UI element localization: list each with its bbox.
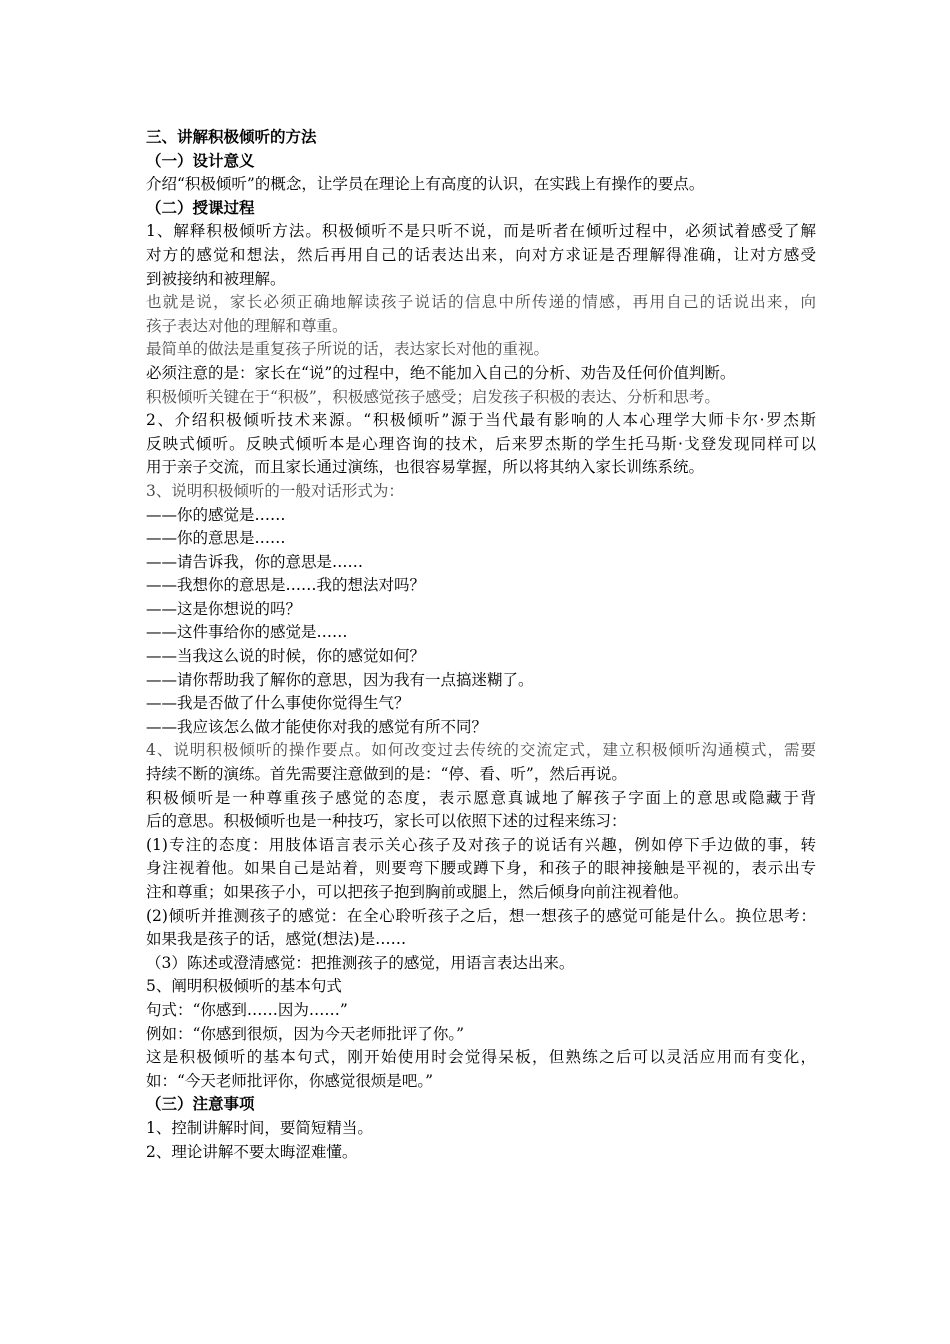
section-title: 三、讲解积极倾听的方法 — [146, 128, 317, 146]
paragraph-4c-line-1: (1)专注的态度：用肢体语言表示关心孩子及对孩子的说话有兴趣，例如停下手边做的事，转 — [146, 835, 816, 854]
paragraph-2-line-3: 用于亲子交流，而且家长通过演练，也很容易掌握，所以将其纳入家长训练系统。 — [146, 458, 705, 477]
paragraph-1c: 最简单的做法是重复孩子所说的话，表达家长对他的重视。 — [146, 340, 550, 359]
dialogue-item: ——我想你的意思是……我的想法对吗？ — [146, 576, 426, 595]
paragraph-4c-line-2: 身注视着他。如果自己是站着，则要弯下腰或蹲下身，和孩子的眼神接触是平视的，表示出专 — [146, 859, 816, 878]
paragraph-5-example: 例如：“你感到很烦，因为今天老师批评了你。” — [146, 1024, 465, 1043]
subsection-teaching-process-title: （二）授课过程 — [146, 198, 255, 217]
note-item: 2、理论讲解不要太晦涩难懂。 — [146, 1142, 358, 1161]
paragraph-4-line-2: 持续不断的演练。首先需要注意做到的是：“停、看、听”，然后再说。 — [146, 765, 627, 784]
paragraph-4d-line-1: (2)倾听并推测孩子的感觉：在全心聆听孩子之后，想一想孩子的感觉可能是什么。换位思考： — [146, 906, 816, 925]
paragraph-4e: （3）陈述或澄清感觉：把推测孩子的感觉，用语言表达出来。 — [146, 953, 575, 972]
document-page — [146, 126, 816, 1164]
paragraph-4b-line-1: 积极倾听是一种尊重孩子感觉的态度，表示愿意真诚地了解孩子字面上的意思或隐藏于背 — [146, 788, 816, 807]
paragraph-4d-line-2: 如果我是孩子的话，感觉(想法)是…… — [146, 930, 407, 949]
paragraph-1b-line-1: 也就是说，家长必须正确地解读孩子说话的信息中所传递的情感，再用自己的话说出来，向 — [146, 293, 816, 312]
dialogue-item: ——这件事给你的感觉是…… — [146, 623, 348, 642]
subsection-notes-title: （三）注意事项 — [146, 1095, 255, 1114]
paragraph-1b-line-2: 孩子表达对他的理解和尊重。 — [146, 316, 348, 335]
paragraph-5-pattern: 句式：“你感到……因为……” — [146, 1000, 348, 1019]
dialogue-item: ——你的意思是…… — [146, 529, 286, 548]
dialogue-item: ——我是否做了什么事使你觉得生气？ — [146, 694, 410, 713]
paragraph-1-line-3: 到被接纳和被理解。 — [146, 269, 286, 288]
paragraph-3-intro: 3、说明积极倾听的一般对话形式为： — [146, 481, 404, 500]
dialogue-item: ——你的感觉是…… — [146, 505, 286, 524]
paragraph-4b-line-2: 后的意思。积极倾听也是一种技巧，家长可以依照下述的过程来练习： — [146, 812, 627, 831]
paragraph-5-note-line-2: 如：“今天老师批评你，你感觉很烦是吧。” — [146, 1071, 434, 1090]
dialogue-item: ——当我这么说的时候，你的感觉如何？ — [146, 647, 426, 666]
paragraph-4-line-1: 4、说明积极倾听的操作要点。如何改变过去传统的交流定式，建立积极倾听沟通模式，需要 — [146, 741, 816, 760]
dialogue-item: ——请告诉我，你的意思是…… — [146, 552, 364, 571]
paragraph-4c-line-3: 注和尊重；如果孩子小，可以把孩子抱到胸前或腿上，然后倾身向前注视着他。 — [146, 883, 689, 901]
paragraph-2-line-1: 2、介绍积极倾听技术来源。“积极倾听”源于当代最有影响的人本心理学大师卡尔·罗杰斯 — [146, 411, 816, 430]
design-meaning-text: 介绍“积极倾听”的概念，让学员在理论上有高度的认识，在实践上有操作的要点。 — [146, 175, 705, 194]
subsection-design-meaning-title: （一）设计意义 — [146, 151, 255, 170]
paragraph-1e: 积极倾听关键在于“积极”，积极感觉孩子感受；启发孩子积极的表达、分析和思考。 — [146, 387, 720, 406]
paragraph-5-intro: 5、阐明积极倾听的基本句式 — [146, 977, 342, 996]
paragraph-5-note-line-1: 这是积极倾听的基本句式，刚开始使用时会觉得呆板，但熟练之后可以灵活应用而有变化， — [146, 1048, 816, 1067]
dialogue-item: ——请你帮助我了解你的意思，因为我有一点搞迷糊了。 — [146, 670, 534, 689]
paragraph-1d: 必须注意的是：家长在“说”的过程中，绝不能加入自己的分析、劝告及任何价值判断。 — [146, 363, 736, 382]
paragraph-1-line-2: 对方的感觉和想法，然后再用自己的话表达出来，向对方求证是否理解得准确，让对方感受 — [146, 245, 816, 264]
dialogue-item: ——这是你想说的吗？ — [146, 599, 302, 618]
note-item: 1、控制讲解时间，要简短精当。 — [146, 1118, 373, 1137]
paragraph-2-line-2: 反映式倾听。反映式倾听本是心理咨询的技术，后来罗杰斯的学生托马斯·戈登发现同样可以 — [146, 434, 816, 453]
dialogue-item: ——我应该怎么做才能使你对我的感觉有所不同？ — [146, 717, 488, 736]
paragraph-1-line-1: 1、解释积极倾听方法。积极倾听不是只听不说，而是听者在倾听过程中，必须试着感受了解 — [146, 222, 816, 241]
